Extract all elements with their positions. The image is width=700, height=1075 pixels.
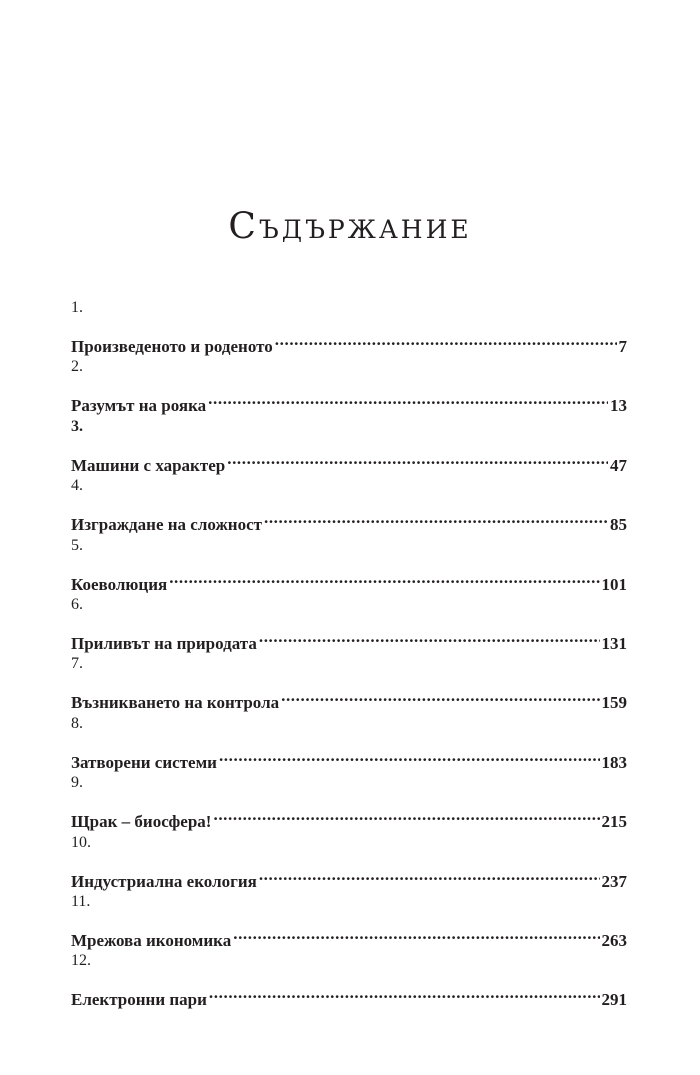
toc-entry xyxy=(71,536,627,595)
page-number: 13 xyxy=(610,396,627,416)
chapter-number: 2. xyxy=(71,358,83,376)
chapter-number: 11. xyxy=(71,892,91,910)
page-number: 263 xyxy=(601,930,627,950)
page-number: 7 xyxy=(618,337,627,356)
toc-row xyxy=(71,922,627,950)
dot-leader xyxy=(219,744,600,768)
chapter-title: Електронни пари xyxy=(71,990,207,1010)
dot-leader xyxy=(208,387,608,411)
page-number: 183 xyxy=(601,752,627,772)
toc-row xyxy=(71,684,627,713)
dot-leader xyxy=(259,625,600,649)
toc-row xyxy=(71,328,627,356)
page-number: 291 xyxy=(601,990,627,1010)
dot-leader xyxy=(169,566,599,590)
chapter-title: Машини с характер xyxy=(71,455,226,475)
toc-row xyxy=(71,981,627,1010)
chapter-number: 5. xyxy=(71,536,83,554)
chapter-title: Мрежова икономика xyxy=(71,930,232,950)
chapter-number: 10. xyxy=(71,833,91,851)
toc-row xyxy=(71,803,627,832)
chapter-number: 12. xyxy=(71,952,91,970)
dot-leader xyxy=(233,922,599,946)
chapter-title: Разумът на рояка xyxy=(71,396,207,416)
toc-row xyxy=(71,506,627,535)
toc-row xyxy=(71,387,627,416)
page-number: 101 xyxy=(601,574,627,594)
dot-leader xyxy=(275,328,617,352)
table-of-contents xyxy=(71,298,627,1011)
chapter-number: 3. xyxy=(71,417,83,435)
page-number: 131 xyxy=(601,633,627,653)
toc-row xyxy=(71,566,627,594)
toc-entry xyxy=(71,357,627,416)
toc-row xyxy=(71,744,627,772)
chapter-number: 1. xyxy=(71,299,83,316)
chapter-title: Изграждане на сложност xyxy=(71,515,262,535)
chapter-number: 6. xyxy=(71,595,83,613)
toc-entry xyxy=(71,951,627,1010)
chapter-title: Коеволюция xyxy=(71,574,168,594)
chapter-title: Приливът на природата xyxy=(71,633,257,653)
toc-entry xyxy=(71,298,627,357)
page-title: Съдържание xyxy=(228,206,472,247)
toc-entry xyxy=(71,773,627,832)
chapter-title: Произведеното и роденото xyxy=(71,337,273,356)
chapter-title: Индустриална екология xyxy=(71,871,257,891)
chapter-title: Затворени системи xyxy=(71,752,217,772)
toc-entry xyxy=(71,417,627,476)
chapter-number: 7. xyxy=(71,655,83,673)
toc-entry xyxy=(71,654,627,713)
toc-entry xyxy=(71,714,627,773)
toc-row xyxy=(71,447,627,475)
dot-leader xyxy=(227,447,608,471)
toc-entry xyxy=(71,476,627,535)
page-number: 237 xyxy=(601,871,627,891)
page-number: 215 xyxy=(601,812,627,832)
chapter-number: 8. xyxy=(71,714,83,732)
page-number: 47 xyxy=(610,455,627,475)
toc-entry xyxy=(71,892,627,951)
toc-row xyxy=(71,863,627,891)
chapter-title: Щрак – биосфера! xyxy=(71,812,212,832)
toc-entry xyxy=(71,833,627,892)
dot-leader xyxy=(281,684,599,708)
chapter-number: 4. xyxy=(71,477,83,495)
chapter-title: Възникването на контрола xyxy=(71,693,280,713)
toc-row xyxy=(71,625,627,653)
chapter-number: 9. xyxy=(71,774,83,792)
dot-leader xyxy=(213,803,599,827)
page-number: 159 xyxy=(601,693,627,713)
dot-leader xyxy=(209,981,600,1005)
toc-entry xyxy=(71,595,627,654)
page-number: 85 xyxy=(610,515,627,535)
dot-leader xyxy=(259,863,600,887)
dot-leader xyxy=(264,506,608,530)
